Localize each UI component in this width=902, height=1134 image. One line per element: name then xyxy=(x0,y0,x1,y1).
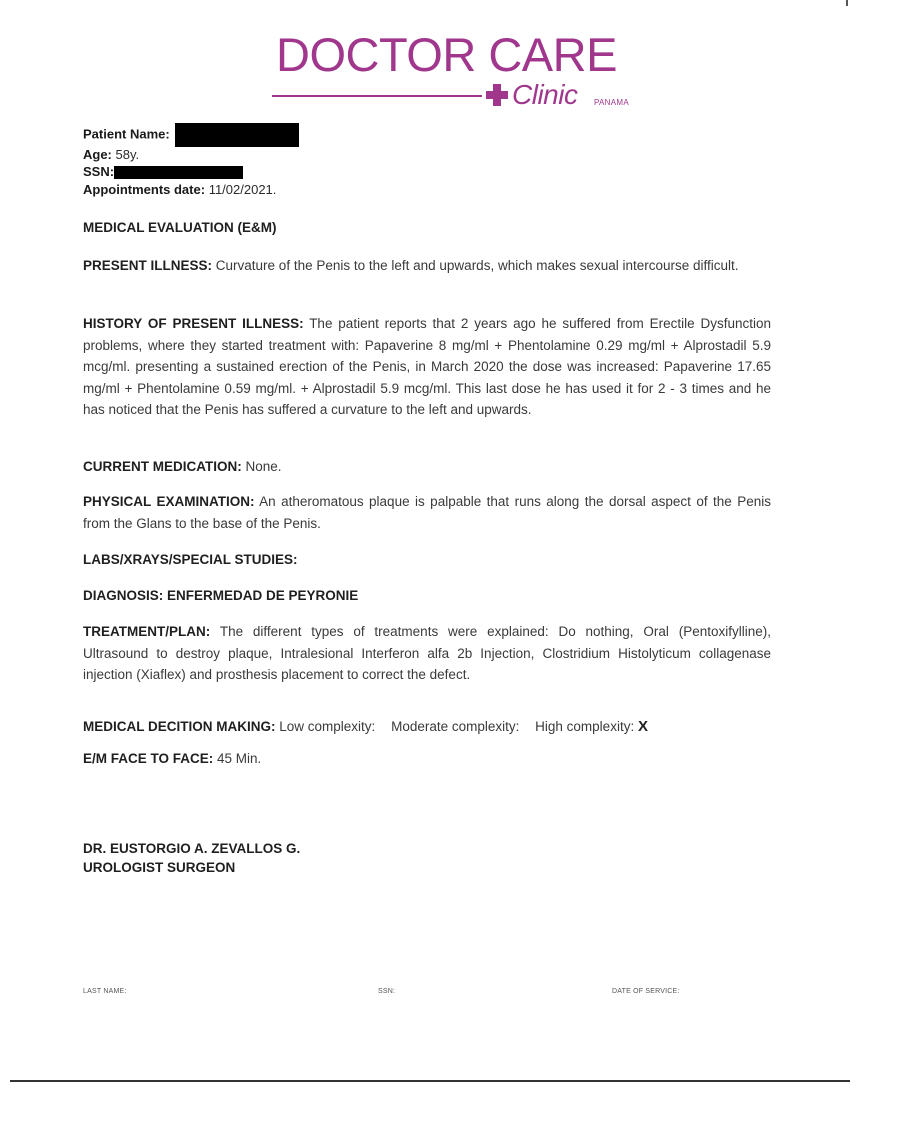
appointment-row xyxy=(83,181,276,198)
medication-label: CURRENT MEDICATION: xyxy=(83,459,242,474)
appointment-label: Appointments date: xyxy=(83,182,206,197)
low-complexity-text: Low complexity: xyxy=(279,719,376,734)
clinic-logo xyxy=(272,28,632,114)
age-row xyxy=(83,146,139,163)
redaction-box xyxy=(175,123,299,147)
ssn-row xyxy=(83,163,243,180)
logo-main-text: DOCTOR CARE xyxy=(276,28,617,81)
treatment-label: TREATMENT/PLAN: xyxy=(83,624,211,639)
medication-paragraph xyxy=(83,456,771,478)
age-value: 58y. xyxy=(115,147,140,162)
doctor-name: DR. EUSTORGIO A. ZEVALLOS G. xyxy=(83,841,301,856)
decision-making-label: MEDICAL DECITION MAKING: xyxy=(83,719,276,734)
high-complexity-mark: X xyxy=(637,718,648,735)
page-bottom-rule xyxy=(10,1080,850,1082)
history-paragraph xyxy=(83,313,771,421)
high-complexity-text: High complexity: xyxy=(535,719,635,734)
patient-name-label: Patient Name: xyxy=(83,126,170,142)
face-to-face-label: E/M FACE TO FACE: xyxy=(83,751,214,766)
decision-making-row xyxy=(83,717,648,737)
patient-name-row xyxy=(83,123,299,147)
redaction-box xyxy=(114,166,243,179)
present-illness-paragraph xyxy=(83,255,771,277)
footer-date-of-service: DATE OF SERVICE: xyxy=(612,988,680,995)
treatment-paragraph xyxy=(83,621,771,686)
moderate-complexity-text: Moderate complexity: xyxy=(391,719,520,734)
history-label: HISTORY OF PRESENT ILLNESS: xyxy=(83,316,304,331)
treatment-text: The different types of treatments were explained: Do nothing, Oral (Pentoxifylline), Ultrasound to destroy plaque, Intralesional Interferon alfa 2b Injection, Clostridium Histolyticum collagenase injection (Xiaflex) and prosthesis placement to correct the defect. xyxy=(83,624,771,682)
doctor-title: UROLOGIST SURGEON xyxy=(83,860,236,875)
page-corner-mark xyxy=(846,0,848,6)
evaluation-heading: MEDICAL EVALUATION (E&M) xyxy=(83,220,277,235)
logo-rule xyxy=(272,95,482,97)
present-illness-label: PRESENT ILLNESS: xyxy=(83,258,213,273)
face-to-face-paragraph xyxy=(83,748,771,770)
exam-paragraph xyxy=(83,491,771,534)
exam-label: PHYSICAL EXAMINATION: xyxy=(83,494,255,509)
labs-heading: LABS/XRAYS/SPECIAL STUDIES: xyxy=(83,552,298,567)
logo-sub-small-text: PANAMA xyxy=(594,98,629,107)
footer-last-name: LAST NAME: xyxy=(83,988,127,995)
logo-sub-text: Clinic xyxy=(512,79,578,110)
footer-ssn: SSN: xyxy=(378,988,396,995)
age-label: Age: xyxy=(83,147,112,162)
appointment-value: 11/02/2021. xyxy=(208,182,277,197)
history-text: The patient reports that 2 years ago he suffered from Erectile Dysfunction problems, where they started treatment with: Papaverine 8 mg/ml + Phentolamine 0.29 mg/ml + Alprostadil 5.9 mcg/ml. presenting a sustained erection of the Penis, in March 2020 the dose was increased: Papaverine 17.65 mg/ml + Phentolamine 0.59 mg/ml. + Alprostadil 5.9 mcg/ml. This last dose he has used it for 2 - 3 times and he has noticed that the Penis has suffered a curvature to the left and upwards. xyxy=(83,316,771,417)
ssn-label: SSN: xyxy=(83,164,115,179)
medical-cross-icon xyxy=(486,84,508,106)
present-illness-text: Curvature of the Penis to the left and upwards, which makes sexual intercourse difficult. xyxy=(215,258,739,273)
face-to-face-value: 45 Min. xyxy=(217,751,262,766)
diagnosis-heading: DIAGNOSIS: ENFERMEDAD DE PEYRONIE xyxy=(83,588,359,603)
medication-text: None. xyxy=(245,459,282,474)
exam-text: An atheromatous plaque is palpable that runs along the dorsal aspect of the Penis from the Glans to the base of the Penis. xyxy=(83,494,771,531)
